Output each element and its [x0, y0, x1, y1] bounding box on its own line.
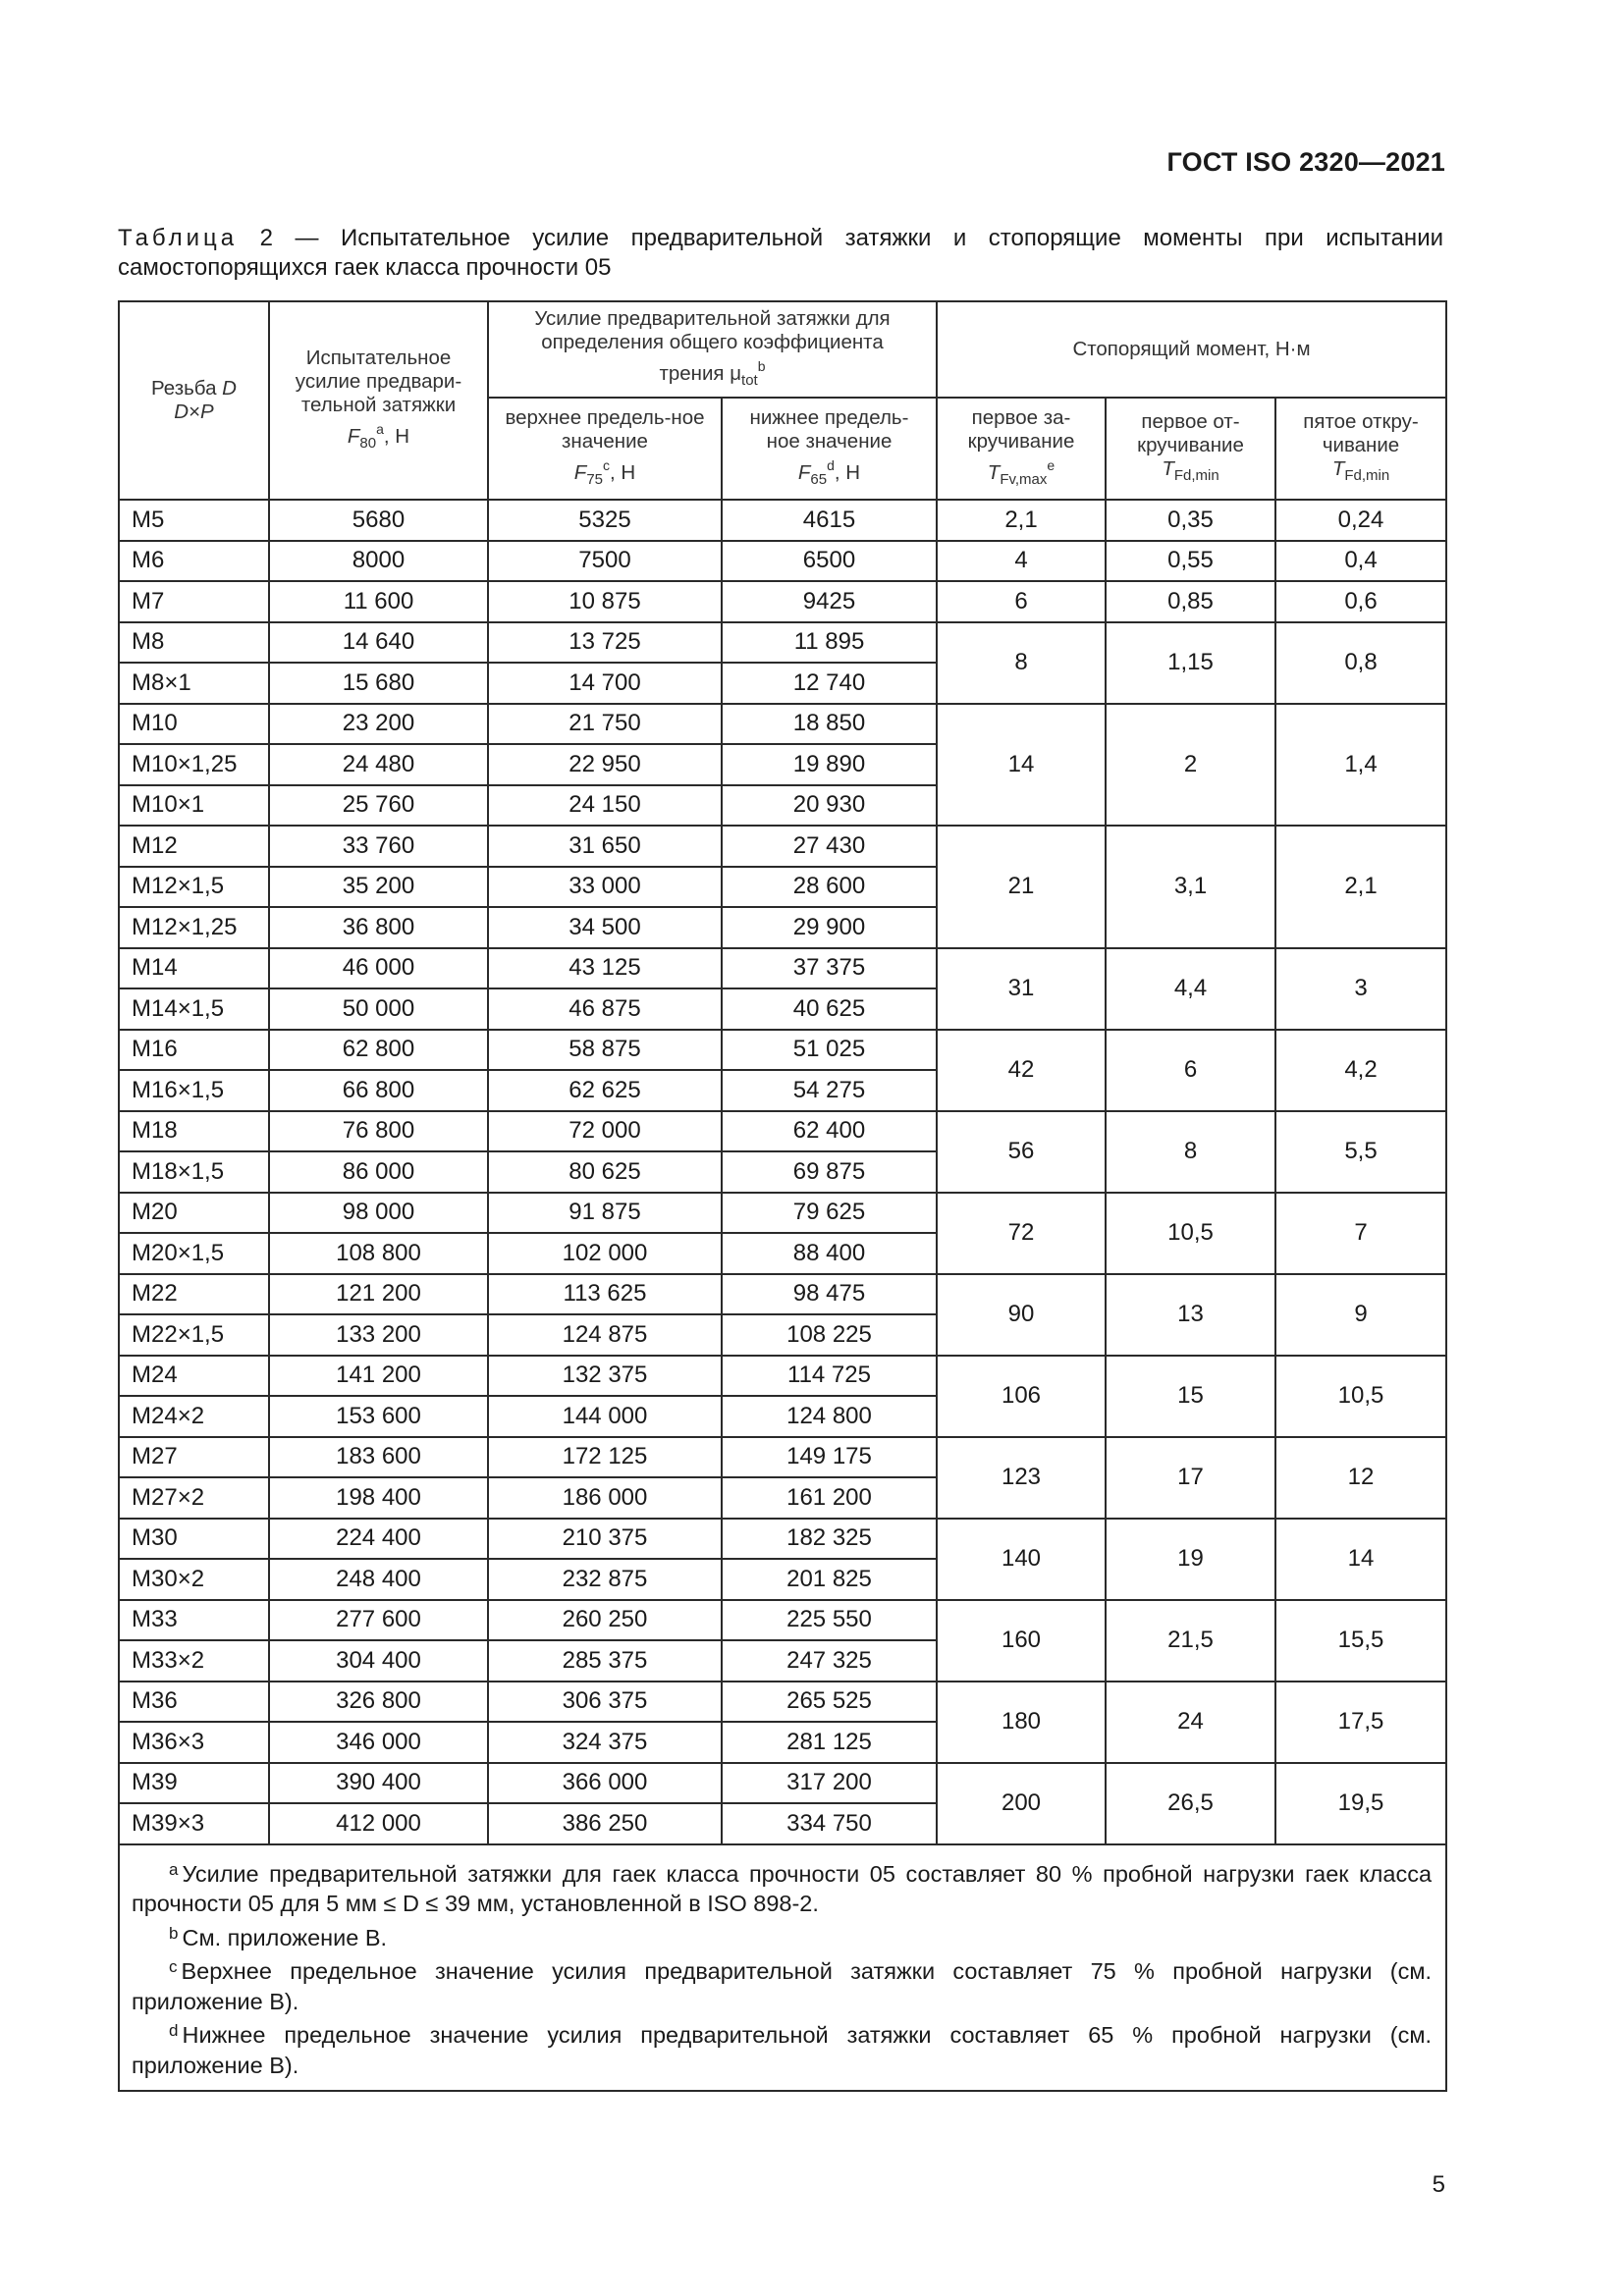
cell-f75: 285 375	[488, 1640, 722, 1682]
cell-f65: 12 740	[722, 663, 937, 704]
table-row	[119, 1600, 1446, 1641]
header-first-tightening: первое за-кручивание $T_{Fv,max}^e$	[937, 398, 1106, 500]
cell-torque-first-loosening: 0,35	[1106, 500, 1275, 541]
footnote	[132, 2016, 1432, 2080]
cell-f75: 144 000	[488, 1396, 722, 1437]
cell-torque-first-tightening: 42	[937, 1030, 1106, 1111]
cell-thread: M20×1,5	[119, 1233, 269, 1274]
cell-torque-first-loosening: 8	[1106, 1111, 1275, 1193]
cell-torque-first-tightening: 160	[937, 1600, 1106, 1682]
cell-f80: 14 640	[269, 622, 488, 664]
cell-torque-fifth-loosening: 0,6	[1275, 581, 1446, 622]
cell-thread: M30×2	[119, 1559, 269, 1600]
cell-f65: 182 325	[722, 1519, 937, 1560]
cell-thread: M12	[119, 826, 269, 867]
table-container	[118, 300, 1445, 2092]
cell-f75: 62 625	[488, 1070, 722, 1111]
cell-f75: 80 625	[488, 1151, 722, 1193]
cell-f75: 210 375	[488, 1519, 722, 1560]
cell-f65: 225 550	[722, 1600, 937, 1641]
header-first-loosening: первое от-кручивание $T_{Fd,min}$	[1106, 398, 1275, 500]
cell-torque-first-tightening: 90	[937, 1274, 1106, 1356]
footnote	[132, 1919, 1432, 1953]
cell-torque-fifth-loosening: 14	[1275, 1519, 1446, 1600]
cell-thread: M18×1,5	[119, 1151, 269, 1193]
cell-thread: M22	[119, 1274, 269, 1315]
cell-f80: 198 400	[269, 1477, 488, 1519]
cell-torque-first-loosening: 17	[1106, 1437, 1275, 1519]
cell-f75: 5325	[488, 500, 722, 541]
cell-f65: 28 600	[722, 867, 937, 908]
header-preload-group: Усилие предварительной затяжки для определения общего коэффициента трения $\mu_{tot}^b$	[488, 301, 937, 398]
cell-torque-first-tightening: 180	[937, 1682, 1106, 1763]
cell-f80: 412 000	[269, 1803, 488, 1844]
table-row	[119, 1682, 1446, 1723]
cell-f80: 46 000	[269, 948, 488, 989]
cell-torque-first-loosening: 10,5	[1106, 1193, 1275, 1274]
cell-thread: M18	[119, 1111, 269, 1152]
cell-f80: 133 200	[269, 1314, 488, 1356]
table-row	[119, 1030, 1446, 1071]
cell-torque-first-loosening: 6	[1106, 1030, 1275, 1111]
cell-f65: 334 750	[722, 1803, 937, 1844]
cell-f80: 153 600	[269, 1396, 488, 1437]
footnote-text: Нижнее предельное значение усилия предварительной затяжки составляет 65 % пробной нагрузки (см. приложение В).	[132, 2022, 1433, 2078]
cell-torque-first-tightening: 31	[937, 948, 1106, 1030]
cell-torque-fifth-loosening: 0,8	[1275, 622, 1446, 704]
table-row	[119, 826, 1446, 867]
cell-f75: 13 725	[488, 622, 722, 664]
table-notes	[119, 1844, 1446, 2092]
cell-f65: 124 800	[722, 1396, 937, 1437]
table-row	[119, 704, 1446, 745]
cell-torque-fifth-loosening: 9	[1275, 1274, 1446, 1356]
cell-f65: 108 225	[722, 1314, 937, 1356]
cell-f65: 98 475	[722, 1274, 937, 1315]
cell-torque-fifth-loosening: 3	[1275, 948, 1446, 1030]
cell-f80: 224 400	[269, 1519, 488, 1560]
cell-f75: 7500	[488, 541, 722, 582]
cell-thread: M16	[119, 1030, 269, 1071]
cell-f65: 27 430	[722, 826, 937, 867]
cell-thread: M27	[119, 1437, 269, 1478]
cell-f75: 172 125	[488, 1437, 722, 1478]
cell-f75: 22 950	[488, 744, 722, 785]
cell-f80: 304 400	[269, 1640, 488, 1682]
cell-f65: 79 625	[722, 1193, 937, 1234]
cell-torque-first-tightening: 8	[937, 622, 1106, 704]
cell-thread: M10×1,25	[119, 744, 269, 785]
table-row	[119, 1274, 1446, 1315]
cell-f75: 43 125	[488, 948, 722, 989]
cell-f65: 88 400	[722, 1233, 937, 1274]
cell-torque-fifth-loosening: 2,1	[1275, 826, 1446, 948]
cell-torque-first-loosening: 21,5	[1106, 1600, 1275, 1682]
cell-f75: 31 650	[488, 826, 722, 867]
caption-text: — Испытательное усилие предварительной затяжки и стопорящие моменты при испытании самостопорящихся гаек класса прочности 05	[118, 225, 1444, 281]
cell-torque-fifth-loosening: 12	[1275, 1437, 1446, 1519]
cell-torque-first-tightening: 140	[937, 1519, 1106, 1600]
cell-thread: M10	[119, 704, 269, 745]
cell-f80: 5680	[269, 500, 488, 541]
cell-torque-first-tightening: 56	[937, 1111, 1106, 1193]
header-thread: Резьба D D×P	[119, 301, 269, 500]
cell-torque-first-tightening: 2,1	[937, 500, 1106, 541]
table-row	[119, 1437, 1446, 1478]
cell-f80: 121 200	[269, 1274, 488, 1315]
cell-f65: 11 895	[722, 622, 937, 664]
cell-f75: 91 875	[488, 1193, 722, 1234]
table-body	[119, 500, 1446, 1844]
cell-torque-first-tightening: 106	[937, 1356, 1106, 1437]
cell-f65: 54 275	[722, 1070, 937, 1111]
cell-torque-first-loosening: 13	[1106, 1274, 1275, 1356]
header-lower-limit: нижнее предель-ное значение $F_{65}^d$, Н	[722, 398, 937, 500]
cell-thread: M8	[119, 622, 269, 664]
notes-cell	[119, 1844, 1446, 2092]
cell-thread: M39	[119, 1763, 269, 1804]
cell-torque-fifth-loosening: 17,5	[1275, 1682, 1446, 1763]
table-row	[119, 1111, 1446, 1152]
document-code: ГОСТ ISO 2320—2021	[1166, 147, 1445, 177]
cell-f65: 29 900	[722, 907, 937, 948]
cell-thread: M8×1	[119, 663, 269, 704]
cell-f80: 25 760	[269, 785, 488, 827]
cell-torque-fifth-loosening: 0,24	[1275, 500, 1446, 541]
cell-f80: 33 760	[269, 826, 488, 867]
cell-thread: M12×1,5	[119, 867, 269, 908]
cell-f80: 23 200	[269, 704, 488, 745]
cell-f80: 62 800	[269, 1030, 488, 1071]
header-test-force: Испытательное усилие предвари-тельной затяжки $F_{80}^a$, Н	[269, 301, 488, 500]
cell-torque-fifth-loosening: 15,5	[1275, 1600, 1446, 1682]
cell-torque-first-loosening: 0,85	[1106, 581, 1275, 622]
cell-torque-first-tightening: 123	[937, 1437, 1106, 1519]
cell-f65: 19 890	[722, 744, 937, 785]
cell-torque-first-tightening: 200	[937, 1763, 1106, 1844]
table-row	[119, 581, 1446, 622]
cell-f65: 37 375	[722, 948, 937, 989]
footnote-mark: a	[169, 1859, 179, 1879]
table-row	[119, 541, 1446, 582]
table-row	[119, 1763, 1446, 1804]
cell-thread: M5	[119, 500, 269, 541]
footnote-mark: d	[169, 2021, 179, 2040]
cell-f75: 21 750	[488, 704, 722, 745]
cell-f80: 390 400	[269, 1763, 488, 1804]
footnote-text: Усилие предварительной затяжки для гаек класса прочности 05 составляет 80 % пробной нагрузки гаек класса прочности 05 для 5 мм ≤ D ≤ 39 мм, установленной в ISO 898-2.	[132, 1860, 1433, 1916]
cell-thread: M6	[119, 541, 269, 582]
cell-torque-first-tightening: 72	[937, 1193, 1106, 1274]
caption-label: Таблица	[118, 225, 239, 251]
cell-torque-fifth-loosening: 1,4	[1275, 704, 1446, 827]
cell-f75: 72 000	[488, 1111, 722, 1152]
cell-f80: 108 800	[269, 1233, 488, 1274]
cell-thread: M14	[119, 948, 269, 989]
cell-f75: 34 500	[488, 907, 722, 948]
table-row	[119, 500, 1446, 541]
cell-f65: 114 725	[722, 1356, 937, 1397]
header-torque-group: Стопорящий момент, Н·м	[937, 301, 1446, 398]
table-row	[119, 948, 1446, 989]
cell-f75: 366 000	[488, 1763, 722, 1804]
page-number: 5	[1432, 2171, 1445, 2198]
cell-torque-first-loosening: 0,55	[1106, 541, 1275, 582]
cell-torque-first-loosening: 26,5	[1106, 1763, 1275, 1844]
cell-f75: 58 875	[488, 1030, 722, 1071]
cell-f80: 11 600	[269, 581, 488, 622]
cell-torque-first-loosening: 19	[1106, 1519, 1275, 1600]
cell-torque-fifth-loosening: 5,5	[1275, 1111, 1446, 1193]
cell-f75: 260 250	[488, 1600, 722, 1641]
table-row	[119, 1356, 1446, 1397]
cell-f75: 306 375	[488, 1682, 722, 1723]
cell-f65: 265 525	[722, 1682, 937, 1723]
cell-torque-first-tightening: 6	[937, 581, 1106, 622]
cell-f65: 281 125	[722, 1722, 937, 1763]
cell-torque-first-loosening: 4,4	[1106, 948, 1275, 1030]
cell-f75: 124 875	[488, 1314, 722, 1356]
table-caption	[118, 224, 1443, 283]
footnote	[132, 1855, 1432, 1919]
table-row	[119, 1193, 1446, 1234]
cell-thread: M24	[119, 1356, 269, 1397]
cell-f65: 161 200	[722, 1477, 937, 1519]
cell-thread: M33	[119, 1600, 269, 1641]
footnote-text: См. приложение В.	[182, 1924, 388, 1950]
data-table	[118, 300, 1447, 2092]
cell-f80: 15 680	[269, 663, 488, 704]
header-upper-limit: верхнее предель-ное значение $F_{75}^c$, Н	[488, 398, 722, 500]
cell-f65: 201 825	[722, 1559, 937, 1600]
cell-f75: 232 875	[488, 1559, 722, 1600]
cell-f80: 248 400	[269, 1559, 488, 1600]
cell-torque-first-loosening: 24	[1106, 1682, 1275, 1763]
footnote	[132, 1952, 1432, 2016]
cell-torque-first-tightening: 14	[937, 704, 1106, 827]
cell-f80: 36 800	[269, 907, 488, 948]
cell-f65: 20 930	[722, 785, 937, 827]
cell-f65: 6500	[722, 541, 937, 582]
cell-f80: 24 480	[269, 744, 488, 785]
footnote-mark: c	[169, 1957, 178, 1976]
cell-thread: M30	[119, 1519, 269, 1560]
cell-torque-first-tightening: 4	[937, 541, 1106, 582]
cell-torque-first-loosening: 15	[1106, 1356, 1275, 1437]
cell-f65: 69 875	[722, 1151, 937, 1193]
cell-thread: M7	[119, 581, 269, 622]
cell-f65: 18 850	[722, 704, 937, 745]
cell-torque-fifth-loosening: 0,4	[1275, 541, 1446, 582]
footnote-mark: b	[169, 1923, 179, 1943]
cell-f75: 324 375	[488, 1722, 722, 1763]
cell-f65: 4615	[722, 500, 937, 541]
cell-f80: 346 000	[269, 1722, 488, 1763]
cell-thread: M20	[119, 1193, 269, 1234]
cell-f65: 149 175	[722, 1437, 937, 1478]
table-row	[119, 1519, 1446, 1560]
cell-f80: 8000	[269, 541, 488, 582]
cell-thread: M36×3	[119, 1722, 269, 1763]
cell-f65: 317 200	[722, 1763, 937, 1804]
cell-f80: 86 000	[269, 1151, 488, 1193]
cell-torque-first-tightening: 21	[937, 826, 1106, 948]
cell-f75: 14 700	[488, 663, 722, 704]
cell-thread: M27×2	[119, 1477, 269, 1519]
cell-torque-fifth-loosening: 19,5	[1275, 1763, 1446, 1844]
cell-f80: 66 800	[269, 1070, 488, 1111]
cell-torque-first-loosening: 2	[1106, 704, 1275, 827]
cell-f80: 98 000	[269, 1193, 488, 1234]
cell-thread: M10×1	[119, 785, 269, 827]
cell-f65: 62 400	[722, 1111, 937, 1152]
cell-torque-first-loosening: 1,15	[1106, 622, 1275, 704]
cell-f80: 76 800	[269, 1111, 488, 1152]
table-row	[119, 622, 1446, 664]
cell-thread: M33×2	[119, 1640, 269, 1682]
cell-thread: M39×3	[119, 1803, 269, 1844]
cell-f65: 40 625	[722, 988, 937, 1030]
cell-thread: M22×1,5	[119, 1314, 269, 1356]
cell-thread: M36	[119, 1682, 269, 1723]
cell-f65: 247 325	[722, 1640, 937, 1682]
cell-thread: M12×1,25	[119, 907, 269, 948]
cell-f75: 33 000	[488, 867, 722, 908]
cell-f75: 132 375	[488, 1356, 722, 1397]
cell-f75: 46 875	[488, 988, 722, 1030]
cell-f75: 186 000	[488, 1477, 722, 1519]
footnote-text: Верхнее предельное значение усилия предварительной затяжки составляет 75 % пробной нагрузки (см. приложение В).	[132, 1958, 1433, 2014]
cell-f75: 10 875	[488, 581, 722, 622]
cell-f80: 326 800	[269, 1682, 488, 1723]
cell-f75: 24 150	[488, 785, 722, 827]
cell-f65: 9425	[722, 581, 937, 622]
cell-thread: M14×1,5	[119, 988, 269, 1030]
caption-number: 2	[259, 225, 273, 251]
cell-f80: 277 600	[269, 1600, 488, 1641]
cell-thread: M16×1,5	[119, 1070, 269, 1111]
cell-torque-fifth-loosening: 10,5	[1275, 1356, 1446, 1437]
cell-f80: 50 000	[269, 988, 488, 1030]
cell-thread: M24×2	[119, 1396, 269, 1437]
cell-f75: 113 625	[488, 1274, 722, 1315]
cell-torque-fifth-loosening: 4,2	[1275, 1030, 1446, 1111]
cell-f75: 102 000	[488, 1233, 722, 1274]
header-fifth-loosening: пятое откру-чивание $T_{Fd,min}$	[1275, 398, 1446, 500]
table-header	[119, 301, 1446, 500]
cell-torque-fifth-loosening: 7	[1275, 1193, 1446, 1274]
cell-f80: 35 200	[269, 867, 488, 908]
cell-torque-first-loosening: 3,1	[1106, 826, 1275, 948]
cell-f65: 51 025	[722, 1030, 937, 1071]
cell-f80: 183 600	[269, 1437, 488, 1478]
cell-f75: 386 250	[488, 1803, 722, 1844]
cell-f80: 141 200	[269, 1356, 488, 1397]
